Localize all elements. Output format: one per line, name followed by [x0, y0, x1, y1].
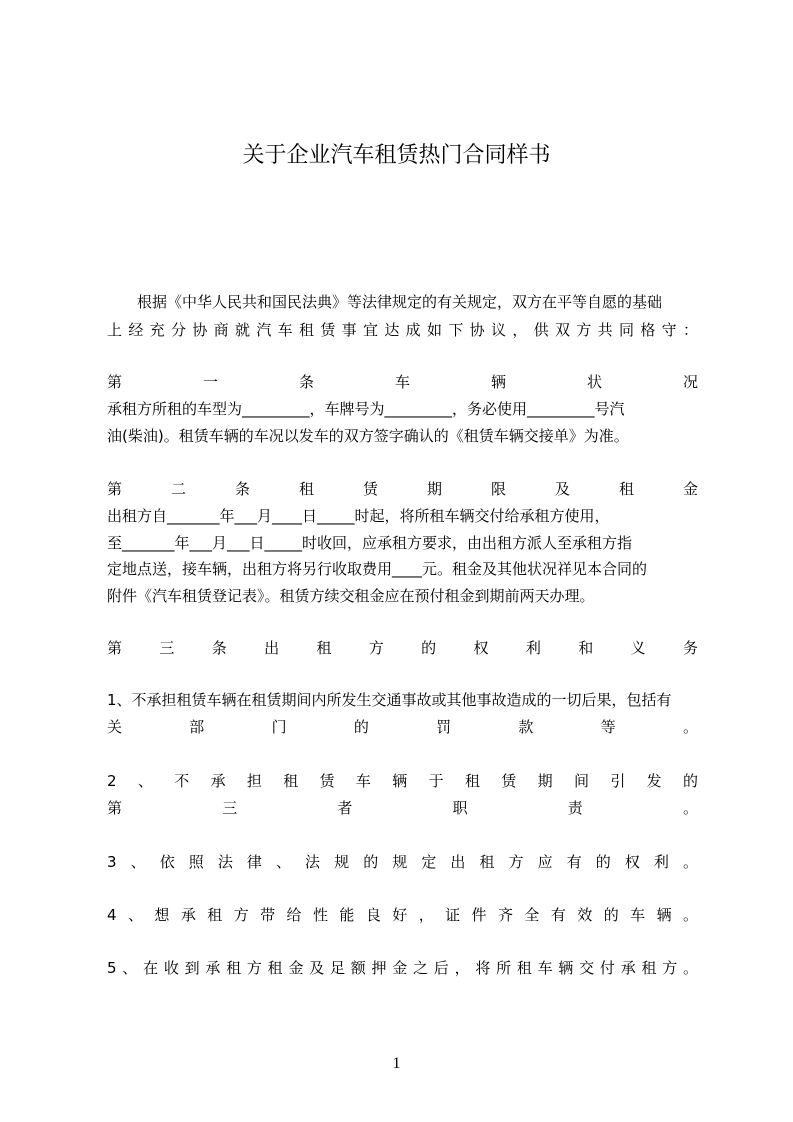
paragraph-line: 根据《中华人民共和国民法典》等法律规定的有关规定，双方在平等自愿的基础 [107, 293, 663, 311]
article-heading: 第一条车辆状况 [107, 373, 698, 391]
article-heading: 第三条出租方的权利和义务 [107, 639, 698, 657]
paragraph-line: 第三者职责。 [107, 799, 698, 817]
paragraph-line: 承租方所租的车型为_________，车牌号为_________，务必使用_________号汽 [107, 400, 625, 418]
paragraph-line: 2、不承担租赁车辆于租赁期间引发的 [107, 772, 698, 790]
paragraph-line: 5、在收到承租方租金及足额押金之后，将所租车辆交付承租方。 [107, 959, 698, 977]
paragraph-line: 1、不承担租赁车辆在租赁期间内所发生交通事故或其他事故造成的一切后果，包括有 [107, 691, 672, 709]
paragraph-line: 上经充分协商就汽车租赁事宜达成如下协议，供双方共同格守： [107, 321, 698, 339]
paragraph-line: 出租方自_______年___月____日_____时起，将所租车辆交付给承租方使用， [107, 507, 610, 525]
paragraph-line: 至_______年___月___日_____时收回，应承租方要求，由出租方派人至承租方指 [107, 534, 633, 552]
page-number: 1 [392, 1055, 401, 1072]
document-title: 关于企业汽车租赁热门合同样书 [242, 143, 551, 168]
paragraph-line: 定地点送，接车辆，出租方将另行收取费用____元。租金及其他状况祥见本合同的 [107, 560, 648, 578]
paragraph-line: 3、依照法律、法规的规定出租方应有的权利。 [107, 853, 698, 871]
paragraph-line: 附件《汽车租赁登记表》。租赁方续交租金应在预付租金到期前两天办理。 [107, 587, 595, 605]
article-heading: 第二条租赁期限及租金 [107, 480, 698, 498]
paragraph-line: 油(柴油)。租赁车辆的车况以发车的双方签字确认的《租赁车辆交接单》为准。 [107, 427, 629, 445]
paragraph-line: 关部门的罚款等。 [107, 718, 698, 736]
paragraph-line: 4、想承租方带给性能良好，证件齐全有效的车辆。 [107, 906, 698, 924]
